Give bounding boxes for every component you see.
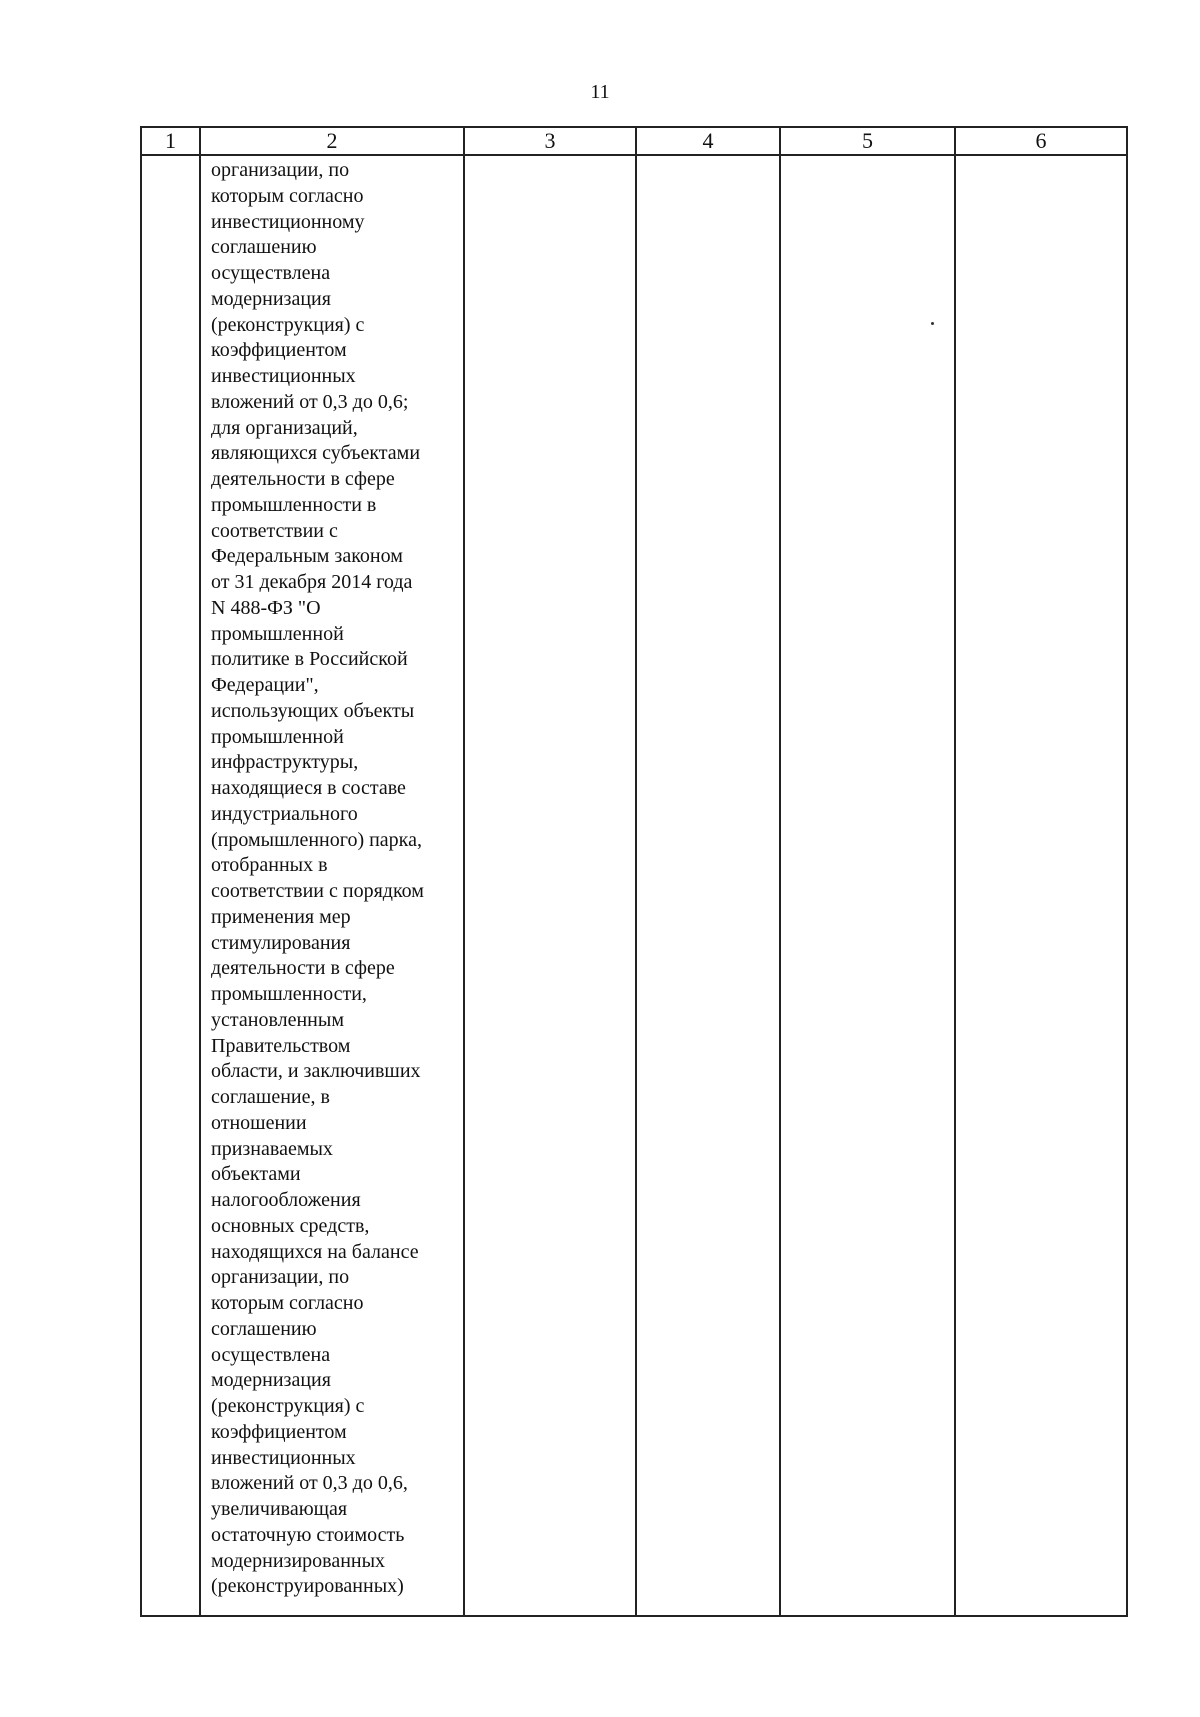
- cell-text-line: модернизация: [211, 1369, 331, 1392]
- cell-text-line: организации, по: [211, 1266, 350, 1289]
- cell-text-line: использующих объекты: [211, 699, 415, 722]
- cell-text-line: Федеральным законом: [211, 545, 403, 568]
- cell-text-line: соответствии с: [211, 519, 338, 542]
- cell-text-line: остаточную стоимость: [211, 1523, 405, 1546]
- cell-col-2: [200, 155, 464, 1616]
- cell-text-line: находящихся на балансе: [211, 1240, 419, 1263]
- cell-text-line: вложений от 0,3 до 0,6;: [211, 390, 409, 413]
- cell-text-line: Федерации",: [211, 674, 319, 696]
- cell-text-line: стимулирования: [211, 931, 351, 954]
- cell-text-line: инвестиционных: [211, 1446, 356, 1469]
- cell-text-line: осуществлена: [211, 1343, 331, 1366]
- cell-text-line: объектами: [211, 1163, 301, 1186]
- column-header-2: 2: [200, 127, 464, 155]
- cell-text-line: (реконструированных): [211, 1575, 404, 1598]
- cell-text-line: (реконструкция) с: [211, 313, 365, 336]
- cell-text-line: (реконструкция) с: [211, 1395, 365, 1417]
- cell-text-line: (промышленного) парка,: [211, 828, 422, 851]
- cell-text-line: промышленной: [211, 622, 344, 645]
- cell-text-line: установленным: [211, 1008, 344, 1031]
- page-number: 11: [590, 81, 610, 103]
- cell-text-line: соглашению: [211, 236, 317, 259]
- cell-text-line: промышленной: [211, 725, 344, 748]
- header-row: [141, 127, 1127, 155]
- cell-text-line: N 488-ФЗ "О: [211, 596, 321, 619]
- cell-text-line: основных средств,: [211, 1214, 370, 1237]
- cell-text-line: деятельности в сфере: [211, 957, 395, 980]
- cell-text-line: политике в Российской: [211, 648, 408, 671]
- cell-text-line: модернизация: [211, 287, 331, 310]
- column-header-6: 6: [955, 127, 1127, 155]
- cell-text-line: инфраструктуры,: [211, 751, 359, 774]
- cell-text-line: которым согласно: [211, 184, 364, 207]
- scan-speck: [931, 322, 934, 325]
- cell-text-line: применения мер: [211, 905, 351, 928]
- document-table: [140, 126, 1128, 1617]
- cell-text-line: соглашению: [211, 1317, 317, 1340]
- cell-text-line: промышленности,: [211, 983, 367, 1005]
- cell-text-line: области, и заключивших: [211, 1060, 421, 1083]
- cell-col-4: [636, 155, 780, 1616]
- table-row: [141, 155, 1127, 1616]
- cell-col-1: [141, 155, 200, 1616]
- cell-col-6: [955, 155, 1127, 1616]
- cell-text-line: инвестиционных: [211, 365, 356, 387]
- cell-text-line: находящиеся в составе: [211, 777, 406, 799]
- cell-text-line: для организаций,: [211, 416, 358, 439]
- cell-text-line: отобранных в: [211, 854, 328, 877]
- cell-text-line: от 31 декабря 2014 года: [211, 571, 413, 593]
- cell-text-line: соответствии с порядком: [211, 880, 424, 902]
- column-header-4: 4: [636, 127, 780, 155]
- cell-text-line: модернизированных: [211, 1549, 386, 1572]
- cell-text-line: которым согласно: [211, 1292, 364, 1314]
- cell-text-line: осуществлена: [211, 262, 331, 284]
- cell-text-line: являющихся субъектами: [211, 442, 421, 465]
- cell-text-line: промышленности в: [211, 493, 377, 516]
- cell-text-line: налогообложения: [211, 1189, 361, 1211]
- cell-text-line: коэффициентом: [211, 1420, 347, 1443]
- cell-text-line: отношении: [211, 1111, 307, 1134]
- cell-text-line: вложений от 0,3 до 0,6,: [211, 1472, 408, 1495]
- cell-text-line: увеличивающая: [211, 1498, 348, 1520]
- cell-text-line: признаваемых: [211, 1137, 333, 1160]
- column-header-5: 5: [780, 127, 955, 155]
- cell-text-line: Правительством: [211, 1034, 351, 1057]
- cell-text-line: инвестиционному: [211, 210, 365, 233]
- column-header-1: 1: [141, 127, 200, 155]
- cell-text-line: организации, по: [211, 159, 350, 181]
- cell-text-line: коэффициентом: [211, 339, 347, 362]
- cell-col-3: [464, 155, 636, 1616]
- column-header-3: 3: [464, 127, 636, 155]
- cell-col-5: [780, 155, 955, 1616]
- cell-text-line: соглашение, в: [211, 1086, 330, 1108]
- cell-text-line: индустриального: [211, 802, 358, 825]
- cell-text-line: деятельности в сфере: [211, 468, 395, 490]
